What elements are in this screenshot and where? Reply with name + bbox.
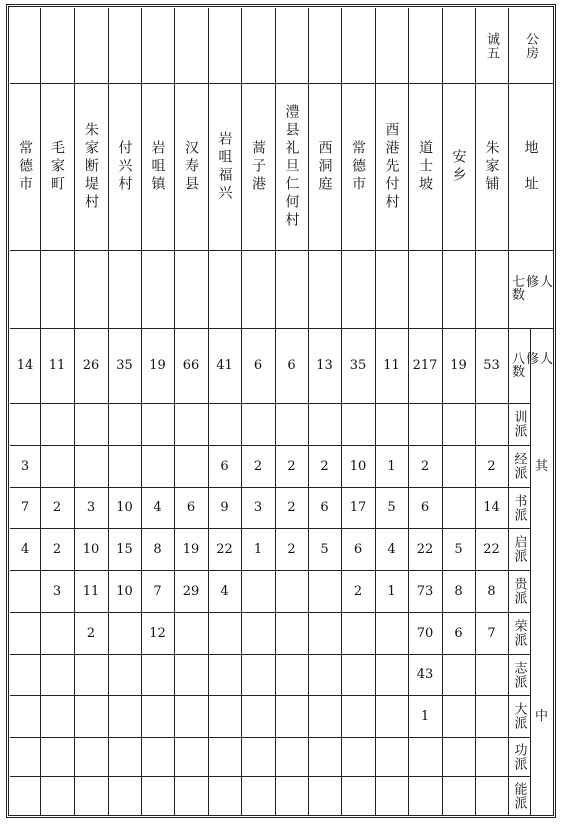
pai-count-cell: 6	[454, 625, 463, 641]
pai-count-cell: 11	[82, 583, 100, 599]
pai-count-cell: 10	[116, 583, 133, 599]
grid-hline	[10, 776, 530, 777]
header-zhong-char: 中	[534, 708, 548, 724]
pai-count-cell: 22	[416, 541, 434, 557]
ba-count-cell: 26	[82, 358, 100, 373]
pai-label: 荣派	[511, 619, 527, 647]
header-ba-count: 八修人数	[512, 351, 555, 380]
header-address: 地 址	[522, 139, 539, 194]
pai-count-cell: 2	[52, 500, 62, 515]
pai-count-cell: 8	[153, 541, 162, 557]
pai-count-cell: 10	[116, 500, 133, 515]
ba-count-cell: 6	[287, 358, 296, 373]
pai-count-cell: 4	[387, 541, 396, 557]
pai-count-cell: 17	[349, 500, 367, 515]
pai-count-cell: 3	[253, 500, 263, 515]
pai-count-cell: 2	[52, 541, 62, 557]
pai-label: 启派	[511, 535, 527, 563]
pai-count-cell: 4	[153, 500, 162, 515]
address-cell: 蒿子港	[250, 139, 266, 194]
grid-hline	[10, 695, 530, 696]
pai-count-cell: 7	[487, 625, 496, 641]
address-cell: 岩咀福兴	[216, 130, 233, 203]
grid-hline	[10, 403, 530, 404]
pai-count-cell: 4	[220, 583, 229, 599]
address-cell: 岩咀镇	[149, 139, 166, 194]
pai-count-cell: 5	[320, 541, 329, 557]
pai-count-cell: 2	[320, 458, 329, 474]
address-cell: 常德市	[17, 139, 33, 194]
pai-count-cell: 22	[483, 541, 500, 557]
pai-label: 能派	[511, 781, 527, 810]
pai-count-cell: 1	[253, 541, 263, 557]
pai-count-cell: 3	[20, 458, 30, 474]
pai-label: 志派	[511, 660, 527, 689]
pai-count-cell: 10	[349, 458, 367, 474]
pai-count-cell: 43	[416, 667, 434, 682]
pai-count-cell: 6	[220, 458, 229, 474]
address-cell: 朱家断堤村	[83, 121, 99, 212]
header-qi-char: 其	[534, 458, 548, 474]
address-cell: 毛家町	[49, 139, 65, 194]
ba-count-cell: 19	[149, 358, 166, 373]
pai-count-cell: 15	[116, 541, 133, 557]
pai-count-cell: 6	[420, 500, 430, 515]
pai-count-cell: 14	[483, 500, 500, 515]
ba-count-cell: 14	[16, 358, 34, 373]
ba-count-cell: 66	[182, 358, 200, 373]
pai-count-cell: 2	[287, 500, 296, 515]
grid-hline	[10, 737, 530, 738]
pai-label: 贵派	[511, 577, 527, 605]
pai-count-cell: 1	[420, 708, 430, 724]
pai-count-cell: 8	[487, 583, 496, 599]
ba-count-cell: 11	[48, 358, 66, 373]
pai-count-cell: 6	[320, 500, 329, 515]
top-label-chengwu: 诚五	[484, 31, 499, 60]
pai-count-cell: 7	[153, 583, 162, 599]
address-cell: 汉寿县	[183, 139, 199, 194]
pai-count-cell: 5	[454, 541, 463, 557]
grid-hline	[10, 250, 553, 251]
address-cell: 安乡	[450, 148, 467, 185]
ba-count-cell: 53	[483, 358, 500, 373]
ba-count-cell: 35	[349, 358, 367, 373]
address-cell: 西洞庭	[316, 139, 333, 194]
pai-label: 功派	[511, 742, 527, 771]
ba-count-cell: 41	[216, 358, 233, 373]
ba-count-cell: 19	[450, 358, 467, 373]
pai-count-cell: 3	[86, 500, 96, 515]
pai-label: 书派	[511, 493, 527, 522]
pai-count-cell: 1	[387, 458, 396, 474]
address-cell: 道士坡	[417, 139, 433, 194]
pai-count-cell: 73	[416, 583, 434, 599]
header-qi-count: 七修人数	[512, 275, 555, 303]
pai-count-cell: 29	[182, 583, 200, 599]
pai-count-cell: 2	[86, 625, 96, 641]
pai-count-cell: 2	[420, 458, 430, 474]
ba-count-cell: 11	[383, 358, 400, 373]
ba-count-cell: 35	[116, 358, 133, 373]
pai-count-cell: 2	[353, 583, 363, 599]
address-cell: 酉港先付村	[383, 121, 400, 212]
pai-count-cell: 6	[353, 541, 363, 557]
pai-count-cell: 4	[20, 541, 30, 557]
pai-count-cell: 2	[287, 458, 296, 474]
pai-count-cell: 2	[287, 541, 296, 557]
pai-count-cell: 5	[387, 500, 396, 515]
pai-count-cell: 12	[149, 625, 166, 641]
pai-count-cell: 3	[52, 583, 62, 599]
pai-count-cell: 1	[387, 583, 396, 599]
address-cell: 付兴村	[116, 139, 133, 194]
pai-count-cell: 9	[220, 500, 229, 515]
header-gongfang: 公房	[523, 31, 538, 60]
address-cell: 常德市	[350, 139, 366, 194]
pai-count-cell: 2	[487, 458, 496, 474]
pai-label: 大派	[511, 702, 527, 730]
pai-label: 训派	[511, 410, 527, 438]
ba-count-cell: 6	[253, 358, 263, 373]
address-cell: 澧县礼旦仁何村	[283, 103, 300, 230]
pai-count-cell: 19	[182, 541, 200, 557]
address-cell: 朱家铺	[483, 139, 500, 194]
pai-count-cell: 8	[454, 583, 463, 599]
pai-count-cell: 10	[82, 541, 100, 557]
ba-count-cell: 217	[412, 358, 438, 373]
pai-count-cell: 7	[20, 500, 30, 515]
pai-label: 经派	[511, 452, 527, 480]
pai-count-cell: 2	[253, 458, 263, 474]
ba-count-cell: 13	[316, 358, 333, 373]
grid-hline	[10, 654, 530, 655]
pai-count-cell: 22	[216, 541, 233, 557]
pai-count-cell: 6	[186, 500, 196, 515]
pai-count-cell: 70	[416, 625, 434, 641]
